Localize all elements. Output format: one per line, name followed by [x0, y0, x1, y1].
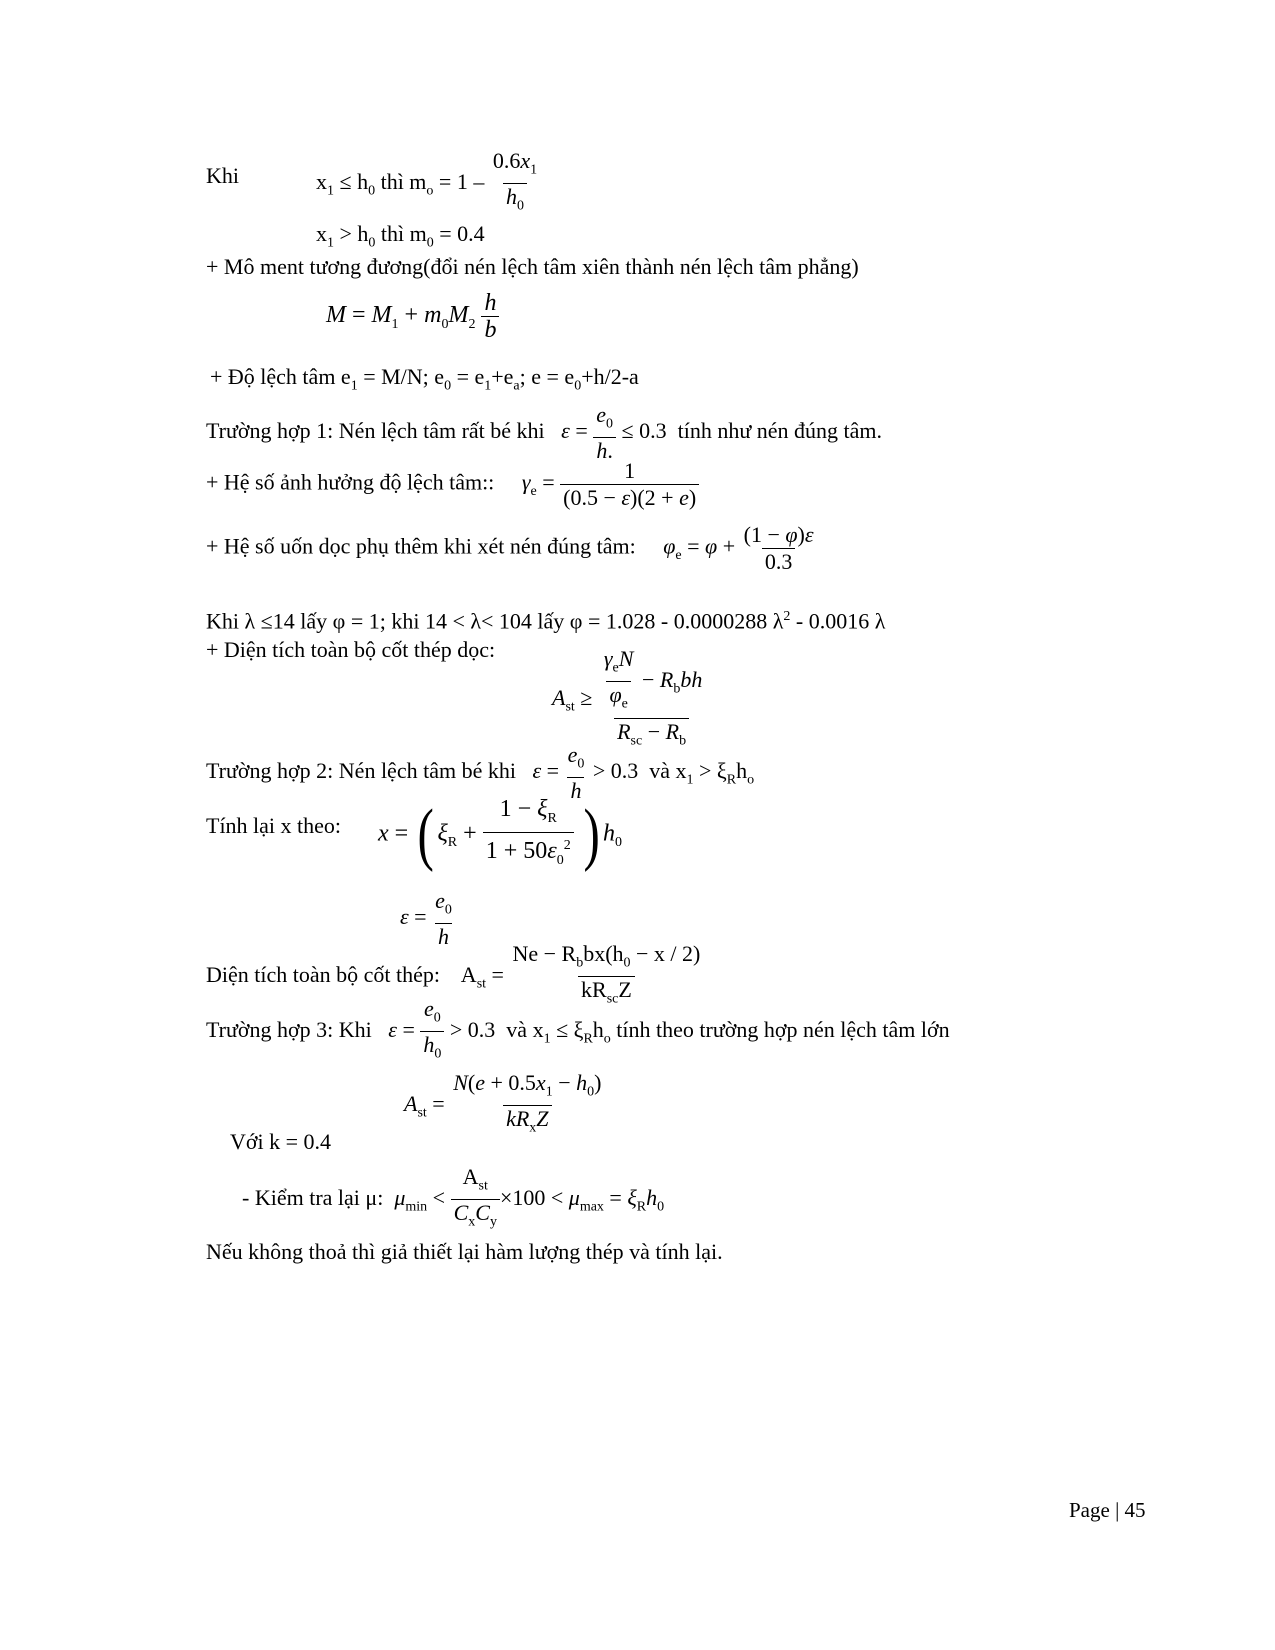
- page-number: Page | 45: [1069, 1498, 1146, 1522]
- case3-line: Trường hợp 3: Khi ε = $\frac{e_0}{h_0}$ > 0.3 và $x_1 \le \xi_Rh_o$ tính theo trường hợp nén lệch tâm lớn: [206, 996, 950, 1068]
- final-line: Nếu không thoả thì giả thiết lại hàm lượng thép và tính lại.: [206, 1239, 723, 1264]
- eccentricity-line: + Độ lệch tâm $e_1 = M/N$; $e_0 = e_1+e_a$; $e = e_0+h/2-a$: [210, 364, 639, 394]
- moment-heading: + Mô ment tương đương(đổi nén lệch tâm xiên thành nén lệch tâm phẳng): [206, 254, 859, 279]
- moment-formula: $M = M_1 + m_0M_2$ $\frac{h}{b}$: [326, 290, 499, 343]
- x-formula: x = ( $\xi_R$ + $\frac{1 - \xi_R}{1 + 50\varepsilon_0^2}$ ) $h_0$: [378, 795, 623, 873]
- area2-line: Diện tích toàn bộ cốt thép: $A_{st}$ = $Ne - R_bbx(h_0 - x / 2)$ $kR_{sc}Z$: [206, 941, 703, 1013]
- gamma-line: + Hệ số ảnh hưởng độ lệch tâm:: $\gamma_e$ = $\frac{1}{(0.5 - \varepsilon)(2 + e)}$: [206, 458, 699, 511]
- m0-condition-2: $x_1 > h_0$ thì $m_0 = 0.4$: [316, 221, 485, 251]
- case1-line: Trường hợp 1: Nén lệch tâm rất bé khi ε = $\frac{e_0}{h.}$ ≤ 0.3 tính như nén đúng tâm.: [206, 402, 883, 464]
- phi-line: + Hệ số uốn dọc phụ thêm khi xét nén đúng tâm: $\varphi_e = \varphi$ + $\frac{(1 - \varphi)\varepsilon}{0.3}$: [206, 522, 814, 574]
- khi-label: Khi: [206, 163, 239, 188]
- mu-check-line: - Kiểm tra lại μ: $\mu_{min}$ < $A_{st}$ $C_xC_y$ $\times 100 < \mu_{max} = \xi_Rh_0$: [242, 1164, 664, 1236]
- ast-large-formula: $A_{st}$ = $N(e + 0.5x_1 - h_0)$ $kR_xZ$: [404, 1070, 604, 1142]
- lambda-line: Khi λ ≤14 lấy φ = 1; khi 14 < λ< 104 lấy φ = 1.028 - 0.0000288 $\lambda^2 - 0.0016$ λ: [206, 608, 886, 634]
- epsilon-formula: ε = $\frac{e_0}{h}$: [400, 888, 452, 950]
- case2-line: Trường hợp 2: Nén lệch tâm bé khi ε = $\frac{e_0}{h}$ > 0.3 và $x_1 > \xi_Rh_o$: [206, 742, 755, 804]
- k-line: Với k = 0.4: [230, 1129, 332, 1154]
- recalc-label: Tính lại x theo:: [206, 813, 342, 838]
- area-label: + Diện tích toàn bộ cốt thép dọc:: [206, 637, 496, 662]
- area-formula: $A_{st}$ ≥ $\gamma_eN$ $\varphi_e$ − $R_bbh$ $R_{sc} - R_b$: [552, 646, 705, 754]
- m0-condition-1: $x_1 \le h_0$ thì $m_o = 1$ – $\frac{0.6x_1}{h_0}$: [316, 148, 540, 220]
